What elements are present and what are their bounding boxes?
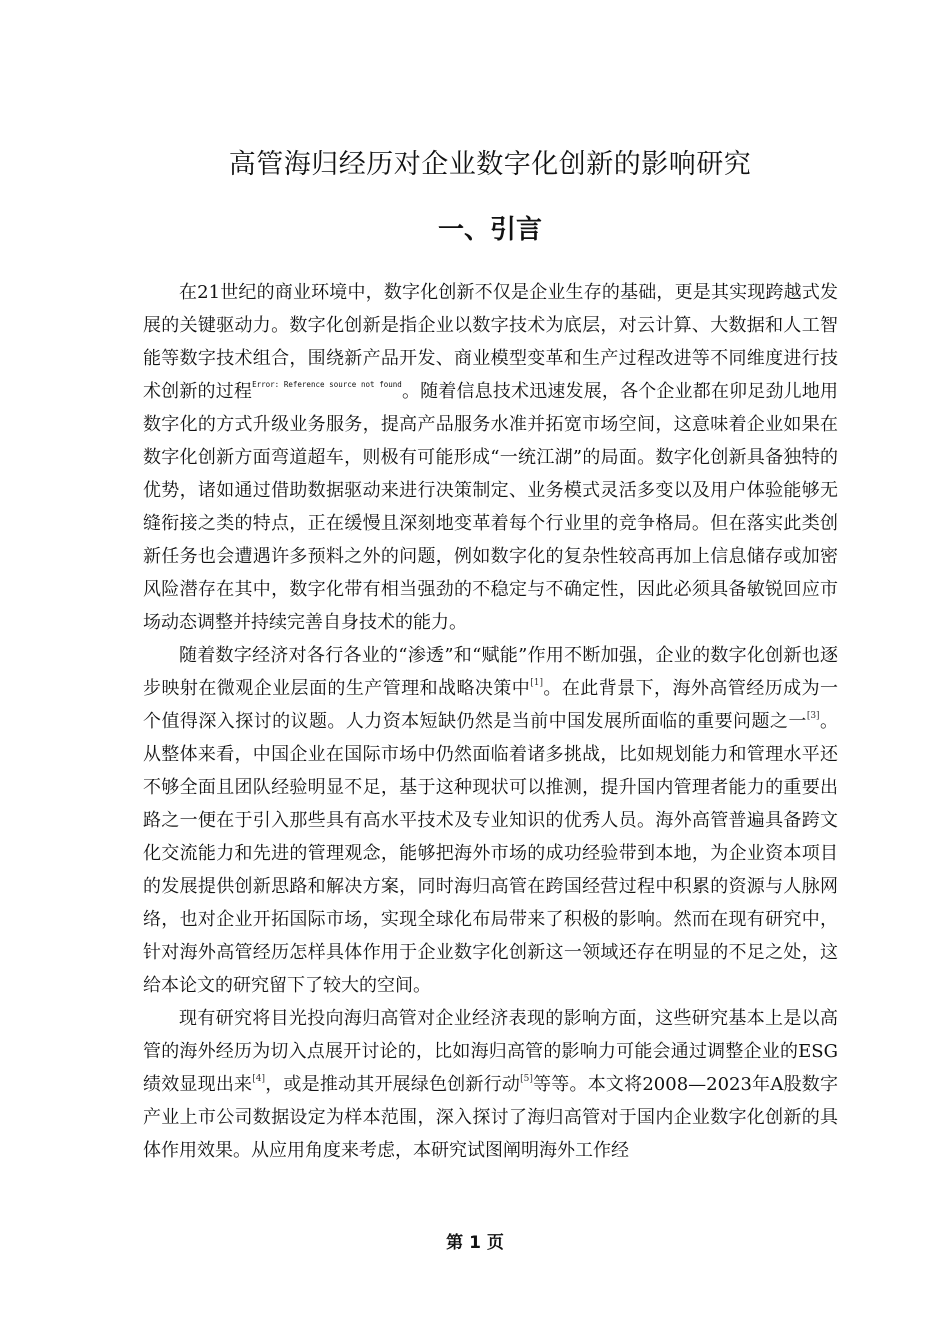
reference-error-note: Error: Reference source not found xyxy=(252,380,402,389)
citation-3: [3] xyxy=(806,711,820,721)
paragraph-2-text-a: 随着数字经济对各行各业的“渗透”和“赋能”作用不断加强，企业的数字化创新也逐步映射在微观企业层面的生产管理和战略决策中 xyxy=(143,645,838,699)
paragraph-2 xyxy=(143,639,838,1002)
citation-1: [1] xyxy=(530,678,543,688)
paragraph-3-text-c: 等等。本文将2008—2023年A股数字产业上市公司数据设定为样本范围，深入探讨了海归高管对于国内企业数字化创新的具体作用效果。从应用角度来考虑，本研究试图阐明海外工作经 xyxy=(143,1074,838,1161)
paragraph-2-text-c: 。从整体来看，中国企业在国际市场中仍然面临着诸多挑战，比如规划能力和管理水平还不够全面且团队经验明显不足，基于这种现状可以推测，提升国内管理者能力的重要出路之一便在于引入那些具有高水平技术及专业知识的优秀人员。海外高管普遍具备跨文化交流能力和先进的管理观念，能够把海外市场的成功经验带到本地，为企业资本项目的发展提供创新思路和解决方案，同时海归高管在跨国经营过程中积累的资源与人脉网络，也对企业开拓国际市场，实现全球化布局带来了积极的影响。然而在现有研究中，针对海外高管经历怎样具体作用于企业数字化创新这一领域还存在明显的不足之处，这给本论文的研究留下了较大的空间。 xyxy=(143,711,839,996)
body-text xyxy=(143,276,838,1167)
paragraph-3-text-b: ，或是推动其开展绿色创新行动 xyxy=(265,1074,521,1095)
citation-5: [5] xyxy=(520,1074,533,1084)
paragraph-1-text-b: 。随着信息技术迅速发展，各个企业都在卯足劲儿地用数字化的方式升级业务服务，提高产品服务水准并拓宽市场空间，这意味着企业如果在数字化创新方面弯道超车，则极有可能形成“一统江湖”的局面。数字化创新具备独特的优势，诸如通过借助数据驱动来进行决策制定、业务模式灵活多变以及用户体验能够无缝衔接之类的特点，正在缓慢且深刻地变革着每个行业里的竞争格局。但在落实此类创新任务也会遭遇许多预料之外的问题，例如数字化的复杂性较高再加上信息储存或加密风险潜存在其中，数字化带有相当强劲的不稳定与不确定性，因此必须具备敏锐回应市场动态调整并持续完善自身技术的能力。 xyxy=(143,381,839,633)
paragraph-1 xyxy=(143,276,838,639)
paragraph-3 xyxy=(143,1002,838,1167)
paragraph-3-text-a: 现有研究将目光投向海归高管对企业经济表现的影响方面，这些研究基本上是以高管的海外经历为切入点展开讨论的，比如海归高管的影响力可能会通过调整企业的ESG绩效显现出来 xyxy=(143,1008,838,1095)
paragraph-1-text-a: 在21世纪的商业环境中，数字化创新不仅是企业生存的基础，更是其实现跨越式发展的关键驱动力。数字化创新是指企业以数字技术为底层，对云计算、大数据和人工智能等数字技术组合，围绕新产品开发、商业模型变革和生产过程改进等不同维度进行技术创新的过程 xyxy=(143,282,838,402)
citation-4: [4] xyxy=(252,1074,265,1084)
section-heading: 一、引言 xyxy=(437,215,542,245)
paragraph-2-text-b: 。在此背景下，海外高管经历成为一个值得深入探讨的议题。人力资本短缺仍然是当前中国发展所面临的重要问题之一 xyxy=(143,678,839,732)
document-title: 高管海归经历对企业数字化创新的影响研究 xyxy=(228,149,752,180)
page-number: 第 1 页 xyxy=(446,1233,504,1253)
